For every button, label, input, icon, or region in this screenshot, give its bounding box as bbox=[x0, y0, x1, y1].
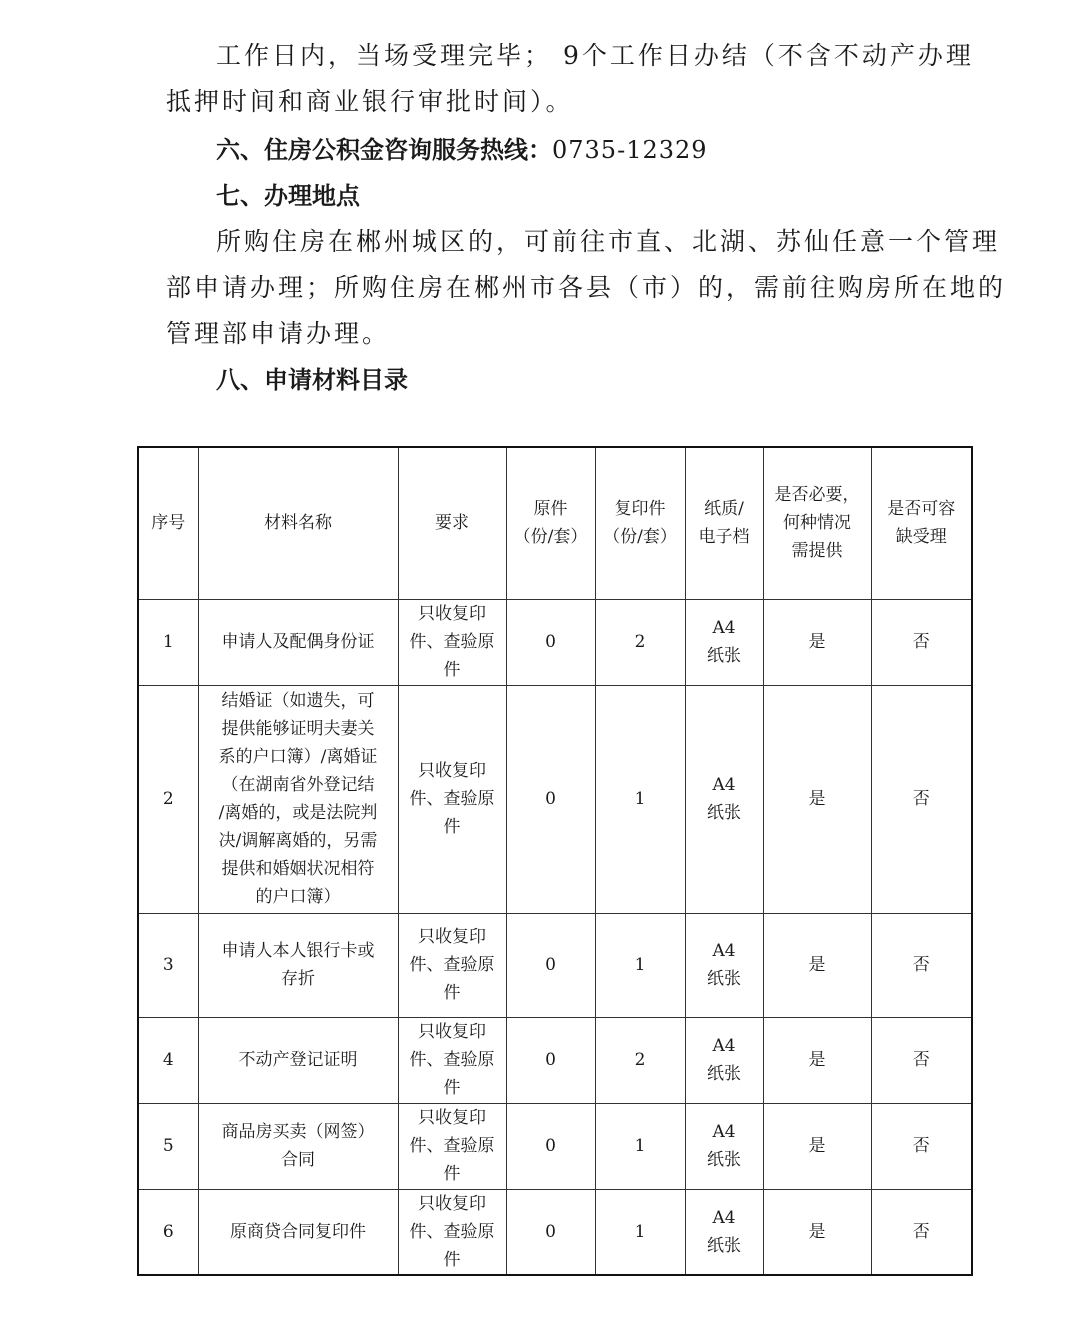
header-requirement: 要求 bbox=[398, 447, 506, 599]
cell-copy: 1 bbox=[595, 1189, 685, 1275]
heading-location: 七、办理地点 bbox=[216, 182, 360, 210]
cell-original: 0 bbox=[506, 913, 595, 1017]
cell-necessary: 是 bbox=[763, 599, 871, 685]
table-row bbox=[138, 1017, 972, 1103]
cell-material-name: 申请人及配偶身份证 bbox=[198, 599, 398, 685]
header-material-name: 材料名称 bbox=[198, 447, 398, 599]
paragraph-processing-time-line1: 工作日内，当场受理完毕； 9个工作日办结（不含不动产办理 bbox=[216, 41, 974, 70]
cell-necessary: 是 bbox=[763, 1017, 871, 1103]
cell-copy: 1 bbox=[595, 913, 685, 1017]
cell-material-name: 原商贷合同复印件 bbox=[198, 1189, 398, 1275]
cell-format: A4 纸张 bbox=[685, 599, 763, 685]
cell-seq: 6 bbox=[138, 1189, 198, 1275]
cell-material-name: 不动产登记证明 bbox=[198, 1017, 398, 1103]
cell-format: A4 纸张 bbox=[685, 1017, 763, 1103]
materials-table bbox=[137, 446, 973, 1276]
heading-hotline bbox=[216, 127, 708, 173]
cell-copy: 1 bbox=[595, 685, 685, 913]
header-tolerance: 是否可容 缺受理 bbox=[871, 447, 972, 599]
cell-tolerance: 否 bbox=[871, 685, 972, 913]
paragraph-location-line3: 管理部申请办理。 bbox=[166, 319, 391, 348]
cell-format: A4 纸张 bbox=[685, 1189, 763, 1275]
cell-necessary: 是 bbox=[763, 685, 871, 913]
table-header-row bbox=[138, 447, 972, 599]
cell-tolerance: 否 bbox=[871, 913, 972, 1017]
cell-format: A4 纸张 bbox=[685, 685, 763, 913]
table-row bbox=[138, 913, 972, 1017]
cell-seq: 2 bbox=[138, 685, 198, 913]
cell-original: 0 bbox=[506, 1103, 595, 1189]
cell-tolerance: 否 bbox=[871, 1103, 972, 1189]
cell-requirement: 只收复印 件、查验原 件 bbox=[398, 1189, 506, 1275]
cell-seq: 4 bbox=[138, 1017, 198, 1103]
header-format: 纸质/ 电子档 bbox=[685, 447, 763, 599]
cell-requirement: 只收复印 件、查验原 件 bbox=[398, 685, 506, 913]
paragraph-processing-time-line2: 抵押时间和商业银行审批时间）。 bbox=[166, 87, 574, 116]
cell-original: 0 bbox=[506, 599, 595, 685]
cell-necessary: 是 bbox=[763, 913, 871, 1017]
cell-original: 0 bbox=[506, 685, 595, 913]
cell-copy: 1 bbox=[595, 1103, 685, 1189]
cell-material-name: 结婚证（如遗失，可 提供能够证明夫妻关 系的户口簿）/离婚证 （在湖南省外登记结 /离婚的，或是法院判 决/调解离婚的，另需 提供和婚姻状况相符 的户口簿） bbox=[198, 685, 398, 913]
cell-copy: 2 bbox=[595, 599, 685, 685]
table-row bbox=[138, 1189, 972, 1275]
header-necessary: 是否必要， 何种情况 需提供 bbox=[763, 447, 871, 599]
header-seq: 序号 bbox=[138, 447, 198, 599]
cell-requirement: 只收复印 件、查验原 件 bbox=[398, 1103, 506, 1189]
cell-seq: 5 bbox=[138, 1103, 198, 1189]
cell-tolerance: 否 bbox=[871, 1017, 972, 1103]
cell-requirement: 只收复印 件、查验原 件 bbox=[398, 1017, 506, 1103]
cell-original: 0 bbox=[506, 1017, 595, 1103]
paragraph-location-line2: 部申请办理；所购住房在郴州市各县（市）的，需前往购房所在地的 bbox=[166, 273, 1007, 302]
header-copy: 复印件 （份/套） bbox=[595, 447, 685, 599]
cell-necessary: 是 bbox=[763, 1189, 871, 1275]
table-row bbox=[138, 1103, 972, 1189]
hotline-number: 0735-12329 bbox=[552, 136, 708, 164]
cell-seq: 3 bbox=[138, 913, 198, 1017]
cell-tolerance: 否 bbox=[871, 1189, 972, 1275]
cell-format: A4 纸张 bbox=[685, 1103, 763, 1189]
heading-materials: 八、申请材料目录 bbox=[216, 366, 408, 394]
cell-format: A4 纸张 bbox=[685, 913, 763, 1017]
paragraph-location-line1: 所购住房在郴州城区的，可前往市直、北湖、苏仙任意一个管理 bbox=[216, 227, 1001, 256]
cell-tolerance: 否 bbox=[871, 599, 972, 685]
cell-copy: 2 bbox=[595, 1017, 685, 1103]
cell-material-name: 申请人本人银行卡或 存折 bbox=[198, 913, 398, 1017]
cell-original: 0 bbox=[506, 1189, 595, 1275]
header-original: 原件 （份/套） bbox=[506, 447, 595, 599]
cell-material-name: 商品房买卖（网签） 合同 bbox=[198, 1103, 398, 1189]
table-row bbox=[138, 599, 972, 685]
cell-requirement: 只收复印 件、查验原 件 bbox=[398, 599, 506, 685]
cell-necessary: 是 bbox=[763, 1103, 871, 1189]
heading-hotline-label: 六、住房公积金咨询服务热线： bbox=[216, 136, 552, 164]
cell-requirement: 只收复印 件、查验原 件 bbox=[398, 913, 506, 1017]
table-row bbox=[138, 685, 972, 913]
cell-seq: 1 bbox=[138, 599, 198, 685]
